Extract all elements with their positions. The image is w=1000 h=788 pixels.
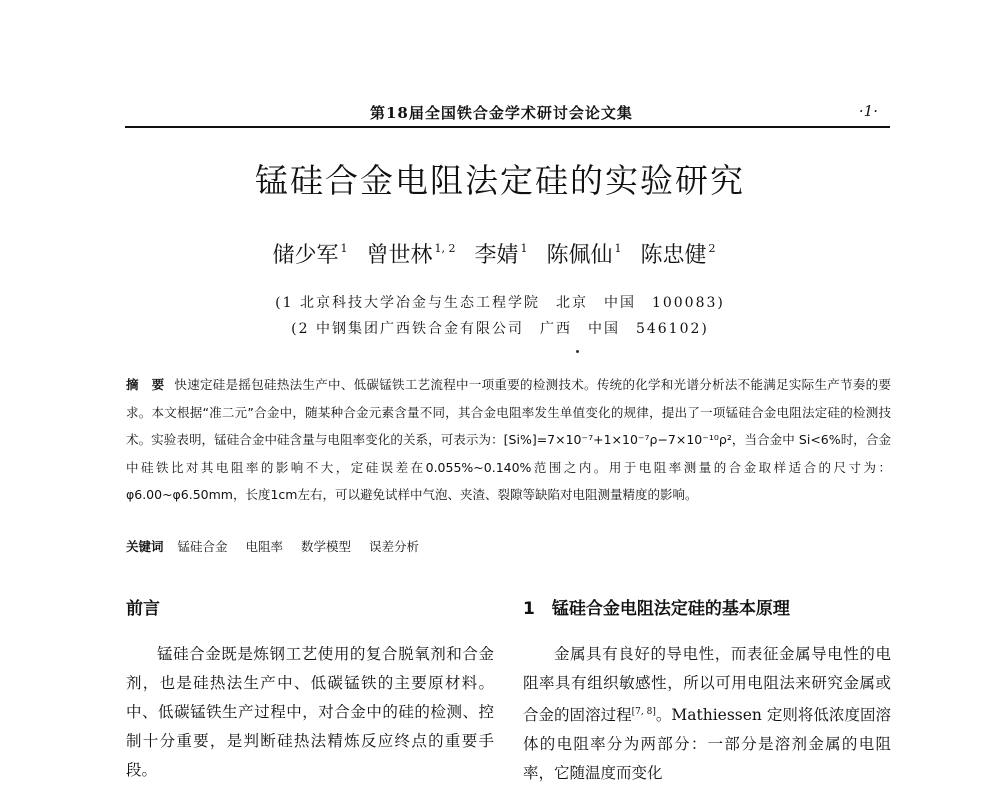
section-heading-principle: 1 锰硅合金电阻法定硅的基本原理 [523, 599, 790, 619]
author-name: 陈忠健 [640, 243, 707, 268]
principle-paragraph [523, 640, 891, 788]
author-name: 李婧 [474, 243, 519, 268]
author-affiliation-mark: 2 [708, 242, 716, 255]
author-affiliation-mark: 1 [520, 242, 528, 255]
keywords [126, 537, 433, 555]
principle-text-b: 。Mathiessen 定则将低浓度固溶体的电阻率分为两部分：一部分是溶剂金属的电阻率，它随温度而变化 [523, 706, 891, 782]
right-column [523, 640, 891, 788]
page-number: ·1· [858, 102, 878, 120]
abstract [126, 371, 891, 509]
abstract-label: 摘 要 [126, 377, 165, 392]
keyword: 数学模型 [301, 539, 352, 554]
principle-text-a: 金属具有良好的导电性，而表征金属导电性的电阻率具有组织敏感性，所以可用电阻法来研究金属或合金的固溶过程 [523, 645, 891, 724]
keywords-label: 关键词 [126, 539, 164, 554]
author-name: 曾世林 [366, 243, 433, 268]
author-affiliation-mark: 1 [614, 242, 622, 255]
keyword: 电阻率 [245, 539, 284, 554]
author-name: 陈佩仙 [546, 243, 613, 268]
scan-dot [576, 350, 579, 353]
running-header [125, 96, 890, 128]
citation-ref: [7, 8] [631, 707, 656, 717]
affiliation-2: (2 中钢集团广西铁合金有限公司 广西 中国 546102) [291, 321, 709, 337]
author-list [0, 238, 1000, 269]
author-affiliation-mark: 1 [340, 242, 348, 255]
keyword: 误差分析 [369, 539, 420, 554]
affiliation-1: (1 北京科技大学冶金与生态工程学院 北京 中国 100083) [275, 295, 725, 311]
author-affiliation-mark: 1, 2 [434, 242, 456, 255]
section-heading-preface: 前言 [126, 599, 160, 619]
keyword: 锰硅合金 [177, 539, 228, 554]
left-column [126, 640, 494, 785]
abstract-text: 快速定硅是摇包硅热法生产中、低碳锰铁工艺流程中一项重要的检测技术。传统的化学和光谱分析法不能满足实际生产节奏的要求。本文根据“准二元”合金中，随某种合金元素含量不同，其合金电阻率发生单值变化的规律，提出了一项锰硅合金电阻法定硅的检测技术。实验表明，锰硅合金中硅含量与电阻率变化的关系，可表示为：[Si%]=7×10⁻⁷+1×10⁻⁷ρ−7×10⁻¹⁰ρ²，当合金中 Si<6%时，合金中硅铁比对其电阻率的影响不大，定硅误差在0.055%~0.140%范围之内。用于电阻率测量的合金取样适合的尺寸为：φ6.00~φ6.50mm，长度1cm左右，可以避免试样中气泡、夹渣、裂隙等缺陷对电阻测量精度的影响。 [126, 377, 891, 503]
header-rule [125, 126, 890, 128]
author-name: 储少军 [272, 243, 339, 268]
running-title: 第18届全国铁合金学术研讨会论文集 [370, 104, 633, 122]
preface-paragraph: 锰硅合金既是炼钢工艺使用的复合脱氧剂和合金剂，也是硅热法生产中、低碳锰铁的主要原材料。中、低碳锰铁生产过程中，对合金中的硅的检测、控制十分重要，是判断硅热法精炼反应终点的重要手段。 [126, 645, 494, 779]
paper-title: 锰硅合金电阻法定硅的实验研究 [255, 161, 745, 200]
